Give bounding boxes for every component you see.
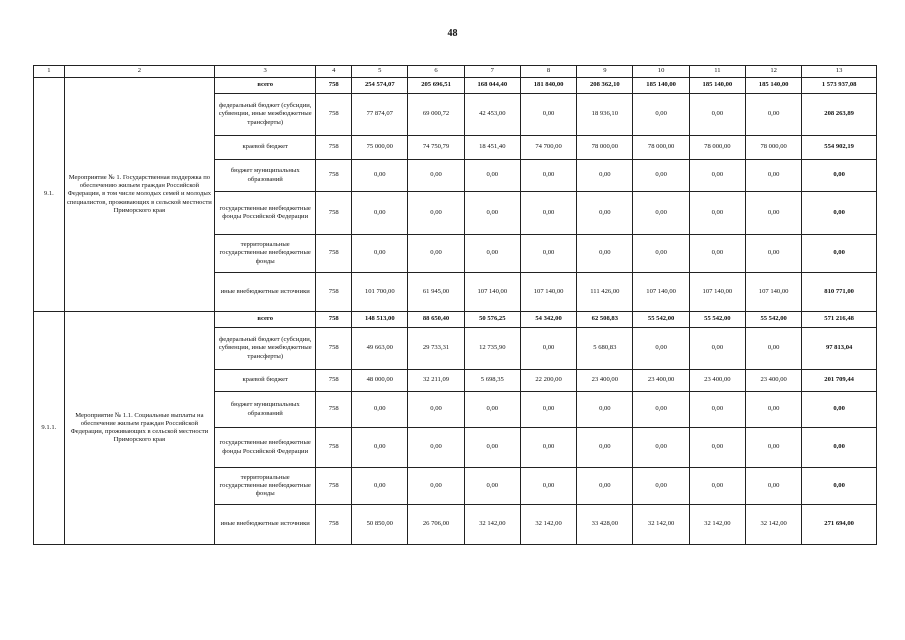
year-value: 75 000,00: [352, 136, 408, 160]
year-value: 0,00: [689, 192, 745, 235]
year-value: 74 750,79: [408, 136, 464, 160]
year-value: 49 663,00: [352, 328, 408, 370]
column-number: 6: [408, 66, 464, 78]
year-value: 50 850,00: [352, 505, 408, 545]
column-number: 8: [520, 66, 576, 78]
year-value: 23 400,00: [746, 370, 802, 392]
year-value: 0,00: [464, 235, 520, 273]
year-value: 0,00: [633, 235, 689, 273]
year-value: 0,00: [520, 94, 576, 136]
year-value: 0,00: [577, 235, 633, 273]
grbs-code: 758: [316, 468, 352, 505]
grbs-code: 758: [316, 392, 352, 428]
funding-source: краевой бюджет: [215, 370, 316, 392]
year-value: 0,00: [520, 392, 576, 428]
year-value: 29 733,31: [408, 328, 464, 370]
total-value: 0,00: [802, 235, 877, 273]
year-value: 5 698,35: [464, 370, 520, 392]
total-value: 0,00: [802, 192, 877, 235]
total-value: 271 694,00: [802, 505, 877, 545]
year-value: 111 426,00: [577, 273, 633, 312]
year-value: 12 735,90: [464, 328, 520, 370]
year-value: 5 680,83: [577, 328, 633, 370]
year-value: 0,00: [408, 468, 464, 505]
year-value: 0,00: [633, 160, 689, 192]
year-value: 69 000,72: [408, 94, 464, 136]
block-title: Мероприятие № 1. Государственная поддержка по обеспечению жильем граждан Российской Федерации, в том числе молодых семей и молодых специалистов, проживающих в сельской местности Приморского края: [64, 78, 214, 312]
year-value: 168 044,40: [464, 78, 520, 94]
year-value: 74 700,00: [520, 136, 576, 160]
year-value: 0,00: [689, 428, 745, 468]
funding-source: краевой бюджет: [215, 136, 316, 160]
grbs-code: 758: [316, 136, 352, 160]
funding-source: федеральный бюджет (субсидии, субвенции, иные межбюджетные трансферты): [215, 328, 316, 370]
funding-source: иные внебюджетные источники: [215, 505, 316, 545]
year-value: 0,00: [520, 328, 576, 370]
grbs-code: 758: [316, 94, 352, 136]
year-value: 0,00: [689, 160, 745, 192]
year-value: 0,00: [520, 235, 576, 273]
year-value: 78 000,00: [746, 136, 802, 160]
year-value: 32 142,00: [464, 505, 520, 545]
year-value: 0,00: [464, 160, 520, 192]
year-value: 50 576,25: [464, 312, 520, 328]
total-value: 1 573 937,08: [802, 78, 877, 94]
column-number: 5: [352, 66, 408, 78]
year-value: 62 508,83: [577, 312, 633, 328]
column-number: 7: [464, 66, 520, 78]
year-value: 0,00: [746, 328, 802, 370]
year-value: 0,00: [577, 392, 633, 428]
column-number: 9: [577, 66, 633, 78]
year-value: 0,00: [352, 235, 408, 273]
year-value: 18 451,40: [464, 136, 520, 160]
column-number: 11: [689, 66, 745, 78]
year-value: 254 574,07: [352, 78, 408, 94]
grbs-code: 758: [316, 192, 352, 235]
year-value: 0,00: [577, 468, 633, 505]
grbs-code: 758: [316, 428, 352, 468]
year-value: 0,00: [746, 468, 802, 505]
total-value: 0,00: [802, 468, 877, 505]
block-code: 9.1.: [34, 78, 65, 312]
grbs-code: 758: [316, 312, 352, 328]
year-value: 208 362,10: [577, 78, 633, 94]
total-value: 201 709,44: [802, 370, 877, 392]
total-value: 208 263,89: [802, 94, 877, 136]
funding-source: государственные внебюджетные фонды Российской Федерации: [215, 428, 316, 468]
year-value: 0,00: [352, 192, 408, 235]
total-value: 810 771,00: [802, 273, 877, 312]
year-value: 0,00: [746, 160, 802, 192]
year-value: 0,00: [633, 428, 689, 468]
grbs-code: 758: [316, 328, 352, 370]
year-value: 54 342,00: [520, 312, 576, 328]
year-value: 77 874,07: [352, 94, 408, 136]
year-value: 107 140,00: [746, 273, 802, 312]
year-value: 0,00: [408, 428, 464, 468]
year-value: 0,00: [689, 94, 745, 136]
year-value: 0,00: [689, 468, 745, 505]
year-value: 107 140,00: [689, 273, 745, 312]
budget-table: [33, 65, 877, 545]
total-value: 554 902,19: [802, 136, 877, 160]
grbs-code: 758: [316, 370, 352, 392]
column-number: 1: [34, 66, 65, 78]
year-value: 0,00: [408, 160, 464, 192]
year-value: 78 000,00: [689, 136, 745, 160]
year-value: 23 400,00: [633, 370, 689, 392]
year-value: 0,00: [746, 428, 802, 468]
funding-source: бюджет муниципальных образований: [215, 160, 316, 192]
column-number: 13: [802, 66, 877, 78]
year-value: 88 650,40: [408, 312, 464, 328]
year-value: 0,00: [577, 160, 633, 192]
year-value: 0,00: [352, 160, 408, 192]
year-value: 107 140,00: [464, 273, 520, 312]
total-value: 0,00: [802, 392, 877, 428]
year-value: 55 542,00: [746, 312, 802, 328]
year-value: 18 936,10: [577, 94, 633, 136]
total-value: 97 813,04: [802, 328, 877, 370]
year-value: 33 428,00: [577, 505, 633, 545]
year-value: 22 200,00: [520, 370, 576, 392]
year-value: 0,00: [464, 392, 520, 428]
year-value: 0,00: [689, 392, 745, 428]
year-value: 23 400,00: [689, 370, 745, 392]
page-number: 48: [447, 28, 458, 39]
year-value: 0,00: [464, 468, 520, 505]
year-value: 205 696,51: [408, 78, 464, 94]
grbs-code: 758: [316, 78, 352, 94]
year-value: 61 945,00: [408, 273, 464, 312]
year-value: 78 000,00: [633, 136, 689, 160]
column-number: 4: [316, 66, 352, 78]
year-value: 148 513,00: [352, 312, 408, 328]
total-value: 0,00: [802, 160, 877, 192]
year-value: 32 211,09: [408, 370, 464, 392]
year-value: 0,00: [520, 160, 576, 192]
year-value: 0,00: [464, 192, 520, 235]
year-value: 0,00: [408, 392, 464, 428]
year-value: 32 142,00: [689, 505, 745, 545]
total-value: 571 216,48: [802, 312, 877, 328]
year-value: 26 706,00: [408, 505, 464, 545]
year-value: 0,00: [577, 428, 633, 468]
column-number: 3: [215, 66, 316, 78]
year-value: 0,00: [633, 392, 689, 428]
year-value: 0,00: [520, 428, 576, 468]
year-value: 0,00: [689, 328, 745, 370]
year-value: 32 142,00: [520, 505, 576, 545]
year-value: 107 140,00: [633, 273, 689, 312]
year-value: 0,00: [689, 235, 745, 273]
table-row: [34, 312, 877, 328]
year-value: 0,00: [520, 468, 576, 505]
year-value: 0,00: [352, 392, 408, 428]
year-value: 0,00: [746, 235, 802, 273]
funding-source: всего: [215, 78, 316, 94]
year-value: 32 142,00: [746, 505, 802, 545]
year-value: 23 400,00: [577, 370, 633, 392]
year-value: 185 140,00: [689, 78, 745, 94]
year-value: 0,00: [352, 428, 408, 468]
year-value: 0,00: [633, 328, 689, 370]
funding-source: иные внебюджетные источники: [215, 273, 316, 312]
funding-source: территориальные государственные внебюджетные фонды: [215, 468, 316, 505]
column-number: 12: [746, 66, 802, 78]
year-value: 0,00: [464, 428, 520, 468]
year-value: 48 000,00: [352, 370, 408, 392]
year-value: 0,00: [746, 392, 802, 428]
year-value: 185 140,00: [746, 78, 802, 94]
year-value: 0,00: [746, 192, 802, 235]
year-value: 42 453,00: [464, 94, 520, 136]
block-title: Мероприятие № 1.1. Социальные выплаты на обеспечение жильем граждан Российской Федерации, проживающих в сельской местности Приморского края: [64, 312, 214, 545]
year-value: 107 140,00: [520, 273, 576, 312]
table-row: [34, 78, 877, 94]
grbs-code: 758: [316, 160, 352, 192]
grbs-code: 758: [316, 273, 352, 312]
year-value: 0,00: [746, 94, 802, 136]
funding-source: всего: [215, 312, 316, 328]
year-value: 101 700,00: [352, 273, 408, 312]
funding-source: государственные внебюджетные фонды Российской Федерации: [215, 192, 316, 235]
funding-source: территориальные государственные внебюджетные фонды: [215, 235, 316, 273]
year-value: 0,00: [633, 468, 689, 505]
year-value: 181 840,00: [520, 78, 576, 94]
year-value: 185 140,00: [633, 78, 689, 94]
year-value: 55 542,00: [633, 312, 689, 328]
year-value: 0,00: [577, 192, 633, 235]
total-value: 0,00: [802, 428, 877, 468]
year-value: 78 000,00: [577, 136, 633, 160]
year-value: 0,00: [408, 235, 464, 273]
block-code: 9.1.1.: [34, 312, 65, 545]
year-value: 0,00: [352, 468, 408, 505]
year-value: 0,00: [633, 94, 689, 136]
table-body: [34, 66, 877, 545]
year-value: 0,00: [633, 192, 689, 235]
grbs-code: 758: [316, 235, 352, 273]
year-value: 32 142,00: [633, 505, 689, 545]
column-number: 2: [64, 66, 214, 78]
funding-source: бюджет муниципальных образований: [215, 392, 316, 428]
year-value: 0,00: [520, 192, 576, 235]
funding-source: федеральный бюджет (субсидии, субвенции, иные межбюджетные трансферты): [215, 94, 316, 136]
column-number: 10: [633, 66, 689, 78]
year-value: 55 542,00: [689, 312, 745, 328]
column-number-row: [34, 66, 877, 78]
grbs-code: 758: [316, 505, 352, 545]
year-value: 0,00: [408, 192, 464, 235]
